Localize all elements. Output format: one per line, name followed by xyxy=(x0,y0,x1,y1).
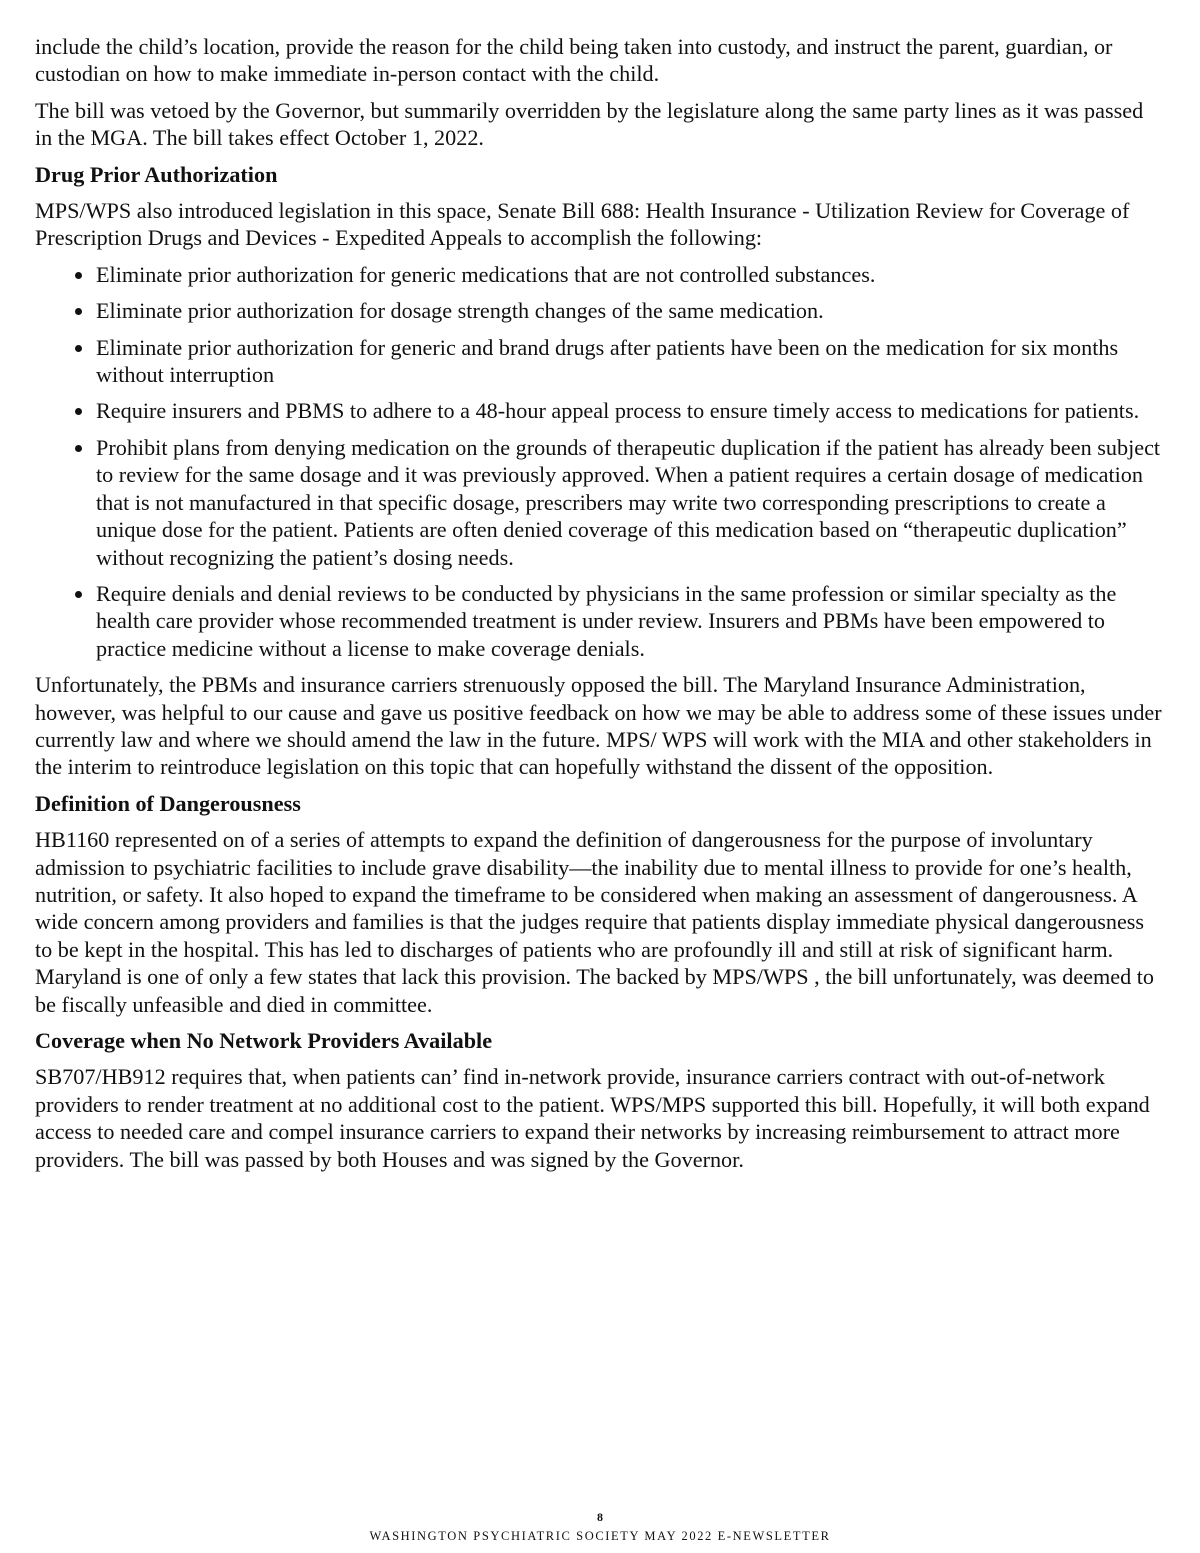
list-item: Eliminate prior authorization for dosage strength changes of the same medication. xyxy=(96,297,1165,324)
list-item: Eliminate prior authorization for generic and brand drugs after patients have been on the medication for six months without interruption xyxy=(96,334,1165,389)
coverage-paragraph: SB707/HB912 requires that, when patients can’ find in-network provide, insurance carriers contract with out-of-network providers to render treatment at no additional cost to the patient. WPS/MPS supported this bill. Hopefully, it will both expand access to needed care and compel insurance carriers to expand their networks by increasing reimbursement to attract more providers. The bill was passed by both Houses and was signed by the Governor. xyxy=(35,1064,1150,1172)
drug-prior-authorization-list xyxy=(35,261,1165,662)
intro-paragraph-1: include the child’s location, provide the reason for the child being taken into custody, and instruct the parent, guardian, or custodian on how to make immediate in-person contact with the child. xyxy=(35,34,1113,87)
drug-prior-authorization-closing: Unfortunately, the PBMs and insurance carriers strenuously opposed the bill. The Maryland Insurance Administration, however, was helpful to our cause and gave us positive feedback on how we may be able to address some of these issues under currently law and where we should amend the law in the future. MPS/ WPS will work with the MIA and other stakeholders in the interim to reintroduce legislation on this topic that can hopefully withstand the dissent of the opposition. xyxy=(35,672,1162,780)
newsletter-footer-title: WASHINGTON PSYCHIATRIC SOCIETY MAY 2022 E-NEWSLETTER xyxy=(369,1529,831,1543)
section-heading-drug-prior-authorization: Drug Prior Authorization xyxy=(35,161,278,187)
list-item: Prohibit plans from denying medication on the grounds of therapeutic duplication if the patient has already been subject to review for the same dosage and it was previously approved. When a patient requires a certain dosage of medication that is not manufactured in that specific dosage, prescribers may write two corresponding prescriptions to create a unique dose for the patient. Patients are often denied coverage of this medication based on “therapeutic duplication” without recognizing the patient’s dosing needs. xyxy=(96,434,1165,571)
list-item: Require denials and denial reviews to be conducted by physicians in the same profession or similar specialty as the health care provider whose recommended treatment is under review. Insurers and PBMs have been empowered to practice medicine without a license to make coverage denials. xyxy=(96,580,1165,662)
section-heading-coverage-no-network-providers: Coverage when No Network Providers Available xyxy=(35,1028,493,1053)
page-content xyxy=(35,33,1165,1182)
page-number: 8 xyxy=(597,1510,603,1524)
list-item: Eliminate prior authorization for generic medications that are not controlled substances. xyxy=(96,261,1165,288)
list-item: Require insurers and PBMS to adhere to a 48-hour appeal process to ensure timely access to medications for patients. xyxy=(96,397,1165,424)
section-heading-definition-of-dangerousness: Definition of Dangerousness xyxy=(35,790,301,816)
drug-prior-authorization-intro: MPS/WPS also introduced legislation in this space, Senate Bill 688: Health Insurance - Utilization Review for Coverage of Prescription Drugs and Devices - Expedited Appeals to accomplish the following: xyxy=(35,198,1130,251)
intro-paragraph-2: The bill was vetoed by the Governor, but summarily overridden by the legislature along the same party lines as it was passed in the MGA. The bill takes effect October 1, 2022. xyxy=(35,97,1144,151)
dangerousness-paragraph: HB1160 represented on of a series of attempts to expand the definition of dangerousness for the purpose of involuntary admission to psychiatric facilities to include grave disability—the inability due to mental illness to provide for one’s health, nutrition, or safety. It also hoped to expand the timeframe to be considered when making an assessment of dangerousness. A wide concern among providers and families is that the judges require that patients display immediate physical dangerousness to be kept in the hospital. This has led to discharges of patients who are profoundly ill and still at risk of significant harm. Maryland is one of only a few states that lack this provision. The backed by MPS/WPS , the bill unfortunately, was deemed to be fiscally unfeasible and died in committee. xyxy=(35,827,1155,1017)
